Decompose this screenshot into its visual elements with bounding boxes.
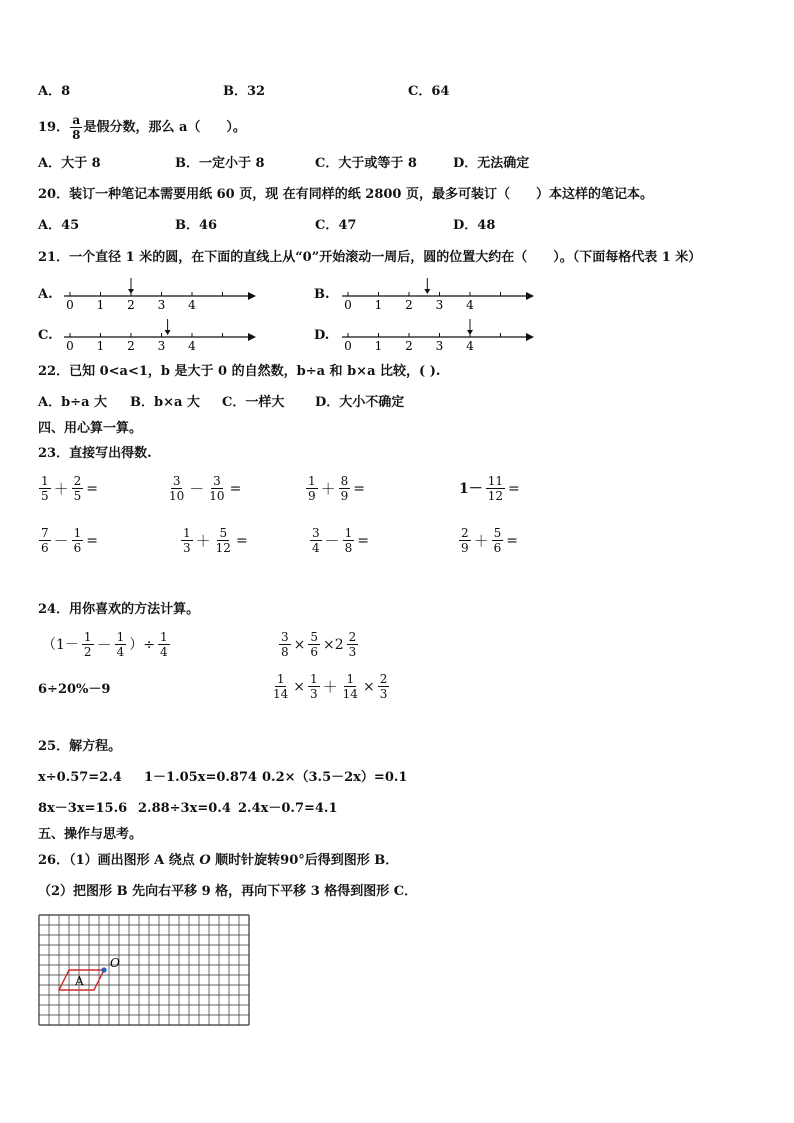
number-line-tick-label: 2 xyxy=(405,339,413,351)
number-line-d xyxy=(340,317,540,351)
q20-option-a: A．45 xyxy=(38,218,80,233)
number-line-tick-label: 0 xyxy=(66,339,74,351)
number-line-b xyxy=(340,276,540,310)
q23-expr-2: $\frac{3}{10}$ － $\frac{3}{10}$ = xyxy=(169,474,242,503)
number-line-tick-label: 2 xyxy=(127,298,135,310)
position-arrow-head xyxy=(165,330,171,335)
q21-label-c: C. xyxy=(38,328,53,343)
q25-eq-6: 2.4x－0.7=4.1 xyxy=(238,801,338,816)
q21-label-a: A. xyxy=(38,287,53,302)
q25-eq-2: 1－1.05x=0.874 xyxy=(144,770,258,785)
number-line-arrowhead xyxy=(526,292,534,300)
q24-expr-1: （1－ $\frac{1}{2}$ － $\frac{1}{4}$ ）÷ $\frac{1}{4}$ xyxy=(42,630,168,659)
q22-question: 22．已知 0<a<1，b 是大于 0 的自然数，b÷a 和 b×a 比较，( ). xyxy=(38,364,441,379)
number-line-arrowhead xyxy=(526,333,534,341)
number-line-tick-label: 4 xyxy=(466,298,474,310)
q23-expr-8: $\frac{2}{9}$ ＋ $\frac{5}{6}$ = xyxy=(461,526,519,555)
section-4-heading: 四、用心算一算。 xyxy=(38,421,143,436)
q20-option-b: B．46 xyxy=(175,218,218,233)
number-line-tick-label: 4 xyxy=(466,339,474,351)
q26-instruction-1: 26．（1）画出图形 A 绕点 O 顺时针旋转90°后得到图形 B． xyxy=(38,853,399,868)
number-line-tick-label: 4 xyxy=(188,298,196,310)
q23-expr-6: $\frac{1}{3}$ ＋ $\frac{5}{12}$ = xyxy=(183,526,248,555)
q25-eq-1: x÷0.57=2.4 xyxy=(38,770,122,785)
q19-option-d: D．无法确定 xyxy=(453,156,530,171)
q25-title: 25．解方程。 xyxy=(38,739,122,754)
q19-text: 是假分数，那么 a（ ）。 xyxy=(83,119,246,135)
q19-fraction xyxy=(70,113,82,142)
number-line-tick-label: 4 xyxy=(188,339,196,351)
number-line-arrowhead xyxy=(248,292,256,300)
q25-eq-3: 0.2×（3.5－2x）=0.1 xyxy=(262,770,408,785)
q19-option-c: C．大于或等于 8 xyxy=(315,156,417,171)
section-5-heading: 五、操作与思考。 xyxy=(38,827,143,842)
number-line-tick-label: 1 xyxy=(374,339,383,351)
number-line-tick-label: 0 xyxy=(344,339,352,351)
q22-option-a: A．b÷a 大 xyxy=(38,395,108,410)
q23-expr-7: $\frac{3}{4}$ － $\frac{1}{8}$ = xyxy=(312,526,370,555)
q18-option-b: B．32 xyxy=(223,84,266,99)
q26-grid xyxy=(38,914,254,1026)
q21-question: 21．一个直径 1 米的圆，在下面的直线上从“0”开始滚动一周后，圆的位置大约在（ ）。（下面每格代表 1 米） xyxy=(38,250,702,265)
q22-option-b: B．b×a 大 xyxy=(130,395,200,410)
q19-frac-numerator: a xyxy=(72,113,81,127)
q24-expr-2: $\frac{3}{8}$ × $\frac{5}{6}$ ×2 $\frac{2}{3}$ xyxy=(281,630,357,659)
q19-option-b: B．一定小于 8 xyxy=(175,156,265,171)
q25-eq-5: 2.88÷3x=0.4 xyxy=(138,801,231,816)
q18-option-c: C．64 xyxy=(408,84,450,99)
q21-label-b: B. xyxy=(314,287,330,302)
position-arrow-head xyxy=(467,330,473,335)
q24-title: 24．用你喜欢的方法计算。 xyxy=(38,602,200,617)
shape-a-label: A xyxy=(75,974,84,988)
q20-question: 20．装订一种笔记本需要用纸 60 页，现 在有同样的纸 2800 页，最多可装订（ ）本这样的笔记本。 xyxy=(38,187,653,202)
q25-eq-4: 8x－3x=15.6 xyxy=(38,801,128,816)
number-line-tick-label: 1 xyxy=(96,339,105,351)
number-line-tick-label: 0 xyxy=(66,298,74,310)
number-line-tick-label: 3 xyxy=(435,339,444,351)
q23-expr-1: $\frac{1}{5}$ ＋ $\frac{2}{5}$ = xyxy=(41,474,99,503)
q19-number: 19． xyxy=(38,119,70,135)
q24-expr-3: 6÷20%－9 xyxy=(38,682,111,697)
q19-question xyxy=(38,113,246,142)
q21-label-d: D. xyxy=(314,328,330,343)
number-line-tick-label: 2 xyxy=(127,339,135,351)
q23-expr-3: $\frac{1}{9}$ ＋ $\frac{8}{9}$ = xyxy=(308,474,366,503)
number-line-c xyxy=(62,317,262,351)
number-line-tick-label: 3 xyxy=(157,298,166,310)
number-line-tick-label: 1 xyxy=(374,298,383,310)
q26-instruction-2: （2）把图形 B 先向右平移 9 格，再向下平移 3 格得到图形 C． xyxy=(38,884,418,899)
point-o xyxy=(101,967,106,972)
q23-title: 23．直接写出得数. xyxy=(38,446,152,461)
number-line-tick-label: 2 xyxy=(405,298,413,310)
q22-option-c: C．一样大 xyxy=(222,395,285,410)
position-arrow-head xyxy=(424,289,430,294)
number-line-arrowhead xyxy=(248,333,256,341)
q20-option-d: D．48 xyxy=(453,218,496,233)
number-line-tick-label: 3 xyxy=(435,298,444,310)
q23-expr-5: $\frac{7}{6}$ － $\frac{1}{6}$ = xyxy=(41,526,99,555)
number-line-tick-label: 0 xyxy=(344,298,352,310)
q24-expr-4: $\frac{1}{14}$ × $\frac{1}{3}$ ＋ $\frac{1}{14}$ × $\frac{2}{3}$ xyxy=(273,672,388,701)
point-o-label: O xyxy=(110,956,120,970)
q23-expr-4: 1－ $\frac{11}{12}$ = xyxy=(459,474,520,503)
q22-option-d: D．大小不确定 xyxy=(315,395,405,410)
number-line-tick-label: 3 xyxy=(157,339,166,351)
number-line-a xyxy=(62,276,262,310)
q18-option-a: A．8 xyxy=(38,84,71,99)
q19-option-a: A．大于 8 xyxy=(38,156,101,171)
position-arrow-head xyxy=(128,289,134,294)
number-line-tick-label: 1 xyxy=(96,298,105,310)
q20-option-c: C．47 xyxy=(315,218,357,233)
q19-frac-denominator: 8 xyxy=(72,128,81,142)
